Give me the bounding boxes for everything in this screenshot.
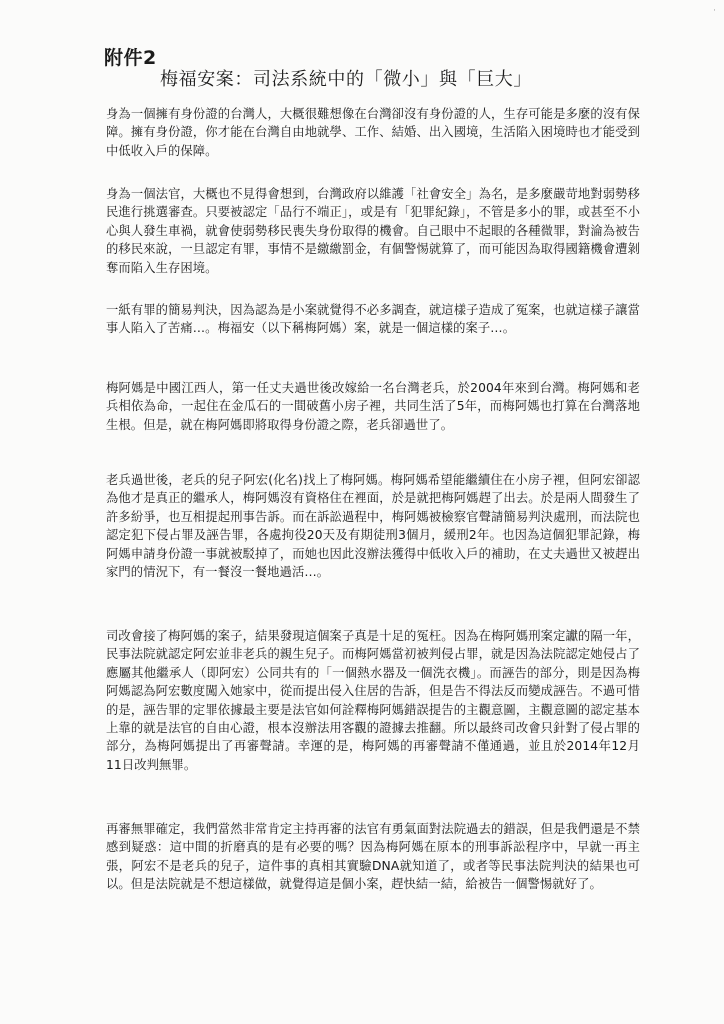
paragraph-2: 身為一個法官，大概也不見得會想到，台灣政府以維護「社會安全」為名，是多麼嚴苛地對弱勢移民進行挑選審查。只要被認定「品行不端正」，或是有「犯罪紀錄」，不管是多小的罪，或甚至不小心與人發生車禍，就會使弱勢移民喪失身份取得的機會。自己眼中不起眼的各種微罪，對淪為被告的移民來說，一旦認定有罪，事情不是繳繳罰金，有個警惕就算了，而可能因為取得國籍機會遭剝奪而陷入生存困境。 bbox=[106, 187, 640, 275]
paragraph-4: 梅阿媽是中國江西人，第一任丈夫過世後改嫁給一名台灣老兵，於2004年來到台灣。梅阿媽和老兵相依為命，一起住在金瓜石的一間破舊小房子裡，共同生活了5年，而梅阿媽也打算在台灣落地生根。但是，就在梅阿媽即將取得身份證之際，老兵卻過世了。 bbox=[106, 381, 640, 432]
paragraph-5: 老兵過世後，老兵的兒子阿宏(化名)找上了梅阿媽。梅阿媽希望能繼續住在小房子裡，但阿宏卻認為他才是真正的繼承人，梅阿媽沒有資格住在裡面，於是就把梅阿媽趕了出去。於是兩人間發生了許多紛爭，也互相提起刑事告訴。而在訴訟過程中，梅阿媽被檢察官聲請簡易判決處刑，而法院也認定犯下侵占罪及誣告罪，各處拘役20天及有期徒刑3個月，緩刑2年。也因為這個犯罪記錄，梅阿媽申請身份證一事就被駁掉了，而她也因此沒辦法獲得中低收入戶的補助，在丈夫過世又被趕出家門的情況下，有一餐沒一餐地過活…。 bbox=[106, 473, 640, 580]
paragraph-3: 一紙有罪的簡易判決，因為認為是小案就覺得不必多調查，就這樣子造成了冤案，也就這樣子讓當事人陷入了苦痛…。梅福安（以下稱梅阿媽）案，就是一個這樣的案子…。 bbox=[106, 303, 640, 336]
paragraph-6: 司改會接了梅阿媽的案子，結果發現這個案子真是十足的冤枉。因為在梅阿媽刑案定讞的隔一年，民事法院就認定阿宏並非老兵的親生兒子。而梅阿媽當初被判侵占罪，就是因為法院認定她侵占了應屬其他繼承人（即阿宏）公同共有的「一個熱水器及一個洗衣機」。而誣告的部分，則是因為梅阿媽認為阿宏數度闖入她家中，從而提出侵入住居的告訴，但是告不得法反而變成誣告。不過可惜的是，誣告罪的定罪依據最主要是法官如何詮釋梅阿媽錯誤提告的主觀意圖，主觀意圖的認定基本上靠的就是法官的自由心證，根本沒辦法用客觀的證據去推翻。所以最終司改會只針對了侵占罪的部分，為梅阿媽提出了再審聲請。幸運的是，梅阿媽的再審聲請不僅通過，並且於2014年12月11日改判無罪。 bbox=[106, 629, 640, 772]
attachment-label: 附件2 bbox=[104, 47, 157, 69]
paragraph-1: 身為一個擁有身份證的台灣人，大概很難想像在台灣卻沒有身份證的人，生存可能是多麼的沒有保障。擁有身份證，你才能在台灣自由地就學、工作、結婚、出入國境，生活陷入困境時也才能受到中低收入戶的保障。 bbox=[106, 107, 640, 158]
scan-mark: · bbox=[713, 6, 716, 16]
paragraph-7: 再審無罪確定，我們當然非常肯定主持再審的法官有勇氣面對法院過去的錯誤，但是我們還是不禁感到疑惑：這中間的折磨真的是有必要的嗎？因為梅阿媽在原本的刑事訴訟程序中，早就一再主張，阿宏不是老兵的兒子，這件事的真相其實驗DNA就知道了，或者等民事法院判決的結果也可以。但是法院就是不想這樣做，就覺得這是個小案，趕快結一結，給被告一個警惕就好了。 bbox=[106, 822, 640, 892]
document-title: 梅福安案：司法系統中的「微小」與「巨大」 bbox=[160, 69, 532, 90]
